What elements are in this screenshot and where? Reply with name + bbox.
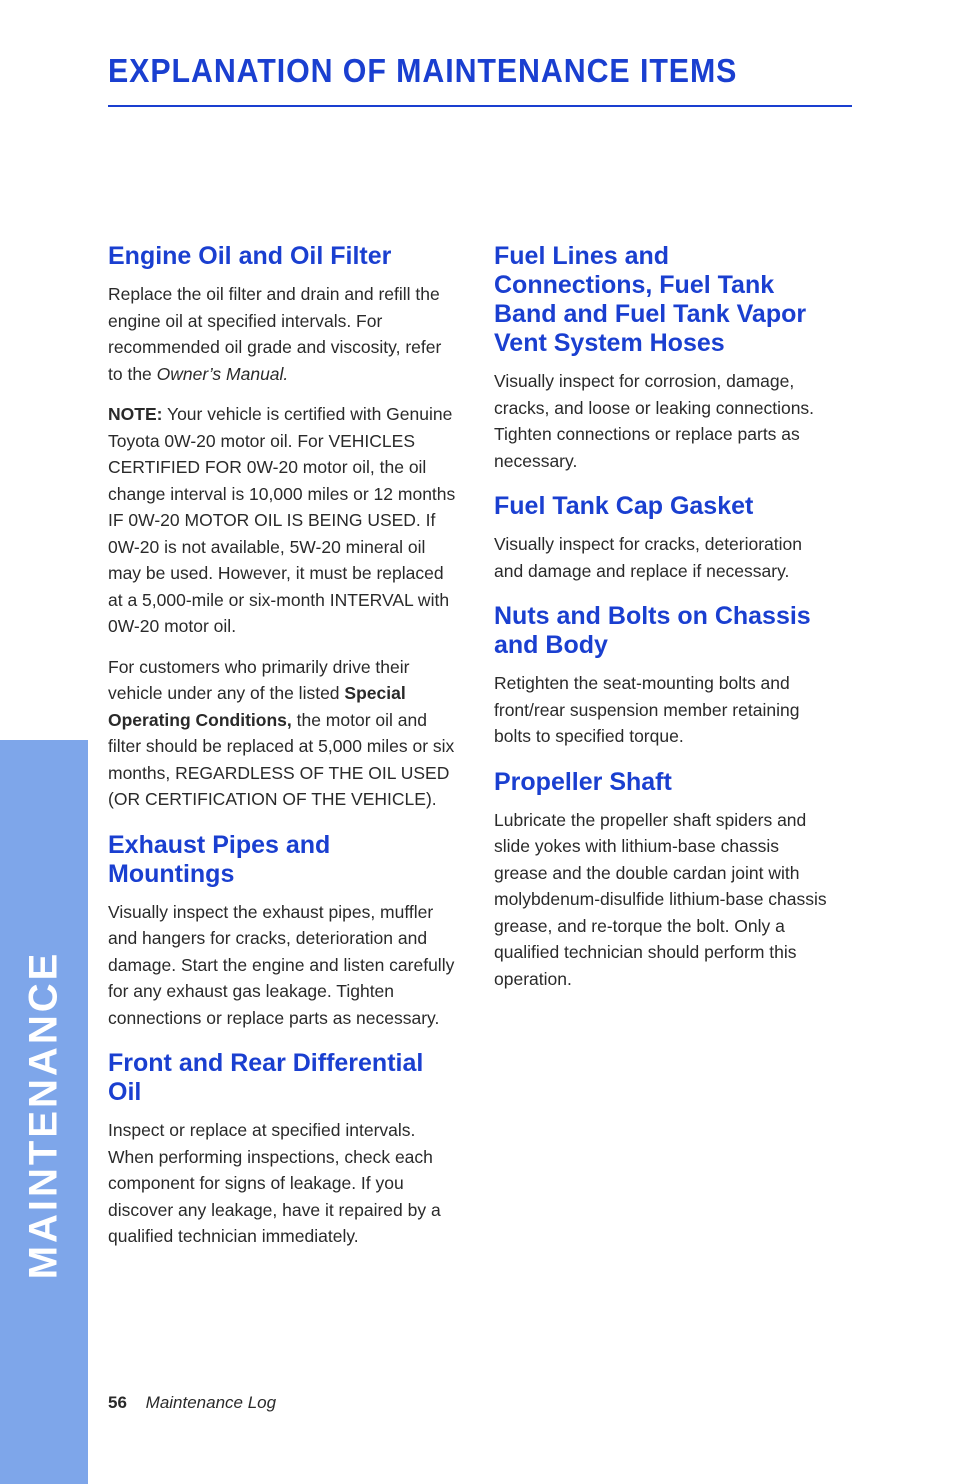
- note-text: Your vehicle is certified with Genuine Toyota 0W-20 motor oil. For VEHICLES CERTIFIED FOR 0W-20 motor oil, the oil change interval is 10,000 miles or 12 months IF 0W-20 MOTOR OIL IS BEING USED. If 0W-20 is not available, 5W-20 mineral oil may be used. However, it must be replaced at a 5,000-mile or six-month INTERVAL with 0W-20 motor oil.: [108, 404, 456, 636]
- page-title: EXPLANATION OF MAINTENANCE ITEMS: [108, 52, 738, 89]
- paragraph: Visually inspect the exhaust pipes, muffler and hangers for cracks, deterioration and damage. Start the engine and listen carefully for any exhaust gas leakage. Tighten connections or replace parts as necessary.: [108, 901, 455, 1028]
- paragraph: Visually inspect for corrosion, damage, cracks, and loose or leaking connections. Tighten connections or replace parts as necessary.: [494, 371, 815, 471]
- paragraph-text: For customers who primarily drive their vehicle under any of the listed: [108, 656, 410, 703]
- section-heading: Fuel Lines and Connections, Fuel Tank Band and Fuel Tank Vapor Vent System Hoses: [494, 242, 807, 357]
- section-heading: Propeller Shaft: [494, 767, 672, 796]
- section-engine-oil: [108, 242, 458, 813]
- section-nuts-bolts: [494, 602, 834, 750]
- right-column: [494, 242, 834, 1010]
- section-heading: Front and Rear Differential Oil: [108, 1049, 424, 1106]
- paragraph: Lubricate the propeller shaft spiders and slide yokes with lithium-base chassis grease and the double cardan joint with molybdenum-disulfide lithium-base chassis grease, and re-torque the bolt. Only a qualified technician should perform this operation.: [494, 809, 827, 989]
- paragraph-text: the motor oil and filter should be replaced at 5,000 miles or six months, REGARDLESS OF THE OIL USED (OR CERTIFICATION OF THE VEHICLE).: [108, 709, 455, 809]
- section-fuel-lines: [494, 242, 834, 474]
- note-label: NOTE:: [108, 404, 163, 424]
- special-conditions-term: Special Operating Conditions,: [108, 683, 406, 730]
- section-heading: Nuts and Bolts on Chassis and Body: [494, 602, 811, 659]
- sidebar-tab-label: MAINTENANCE: [21, 950, 66, 1280]
- section-exhaust: [108, 831, 458, 1032]
- manual-reference: Owner’s Manual.: [156, 363, 289, 384]
- section-heading: Engine Oil and Oil Filter: [108, 242, 392, 270]
- page-footer: [108, 1393, 276, 1413]
- page-number: 56: [108, 1393, 127, 1412]
- note-paragraph: [108, 401, 458, 640]
- sidebar-tab-label-wrap: [0, 0, 88, 1484]
- paragraph: Inspect or replace at specified intervals. When performing inspections, check each component for signs of leakage. If you discover any leakage, have it repaired by a qualified technician immediately.: [108, 1120, 441, 1246]
- section-propeller: [494, 768, 834, 993]
- paragraph: [108, 654, 458, 813]
- section-heading: Exhaust Pipes and Mountings: [108, 830, 331, 888]
- title-underline: [108, 105, 852, 107]
- paragraph: [108, 281, 458, 387]
- section-differential: [108, 1049, 458, 1250]
- paragraph: Retighten the seat-mounting bolts and front/rear suspension member retaining bolts to specified torque.: [494, 673, 800, 746]
- left-column: [108, 242, 458, 1268]
- section-fuel-cap: [494, 492, 834, 584]
- footer-label: Maintenance Log: [145, 1393, 277, 1412]
- paragraph: Visually inspect for cracks, deterioration and damage and replace if necessary.: [494, 534, 803, 581]
- section-heading: Fuel Tank Cap Gasket: [494, 492, 754, 520]
- paragraph-text: Replace the oil filter and drain and refill the engine oil at specified intervals. For recommended oil grade and viscosity, refer to the: [108, 284, 442, 384]
